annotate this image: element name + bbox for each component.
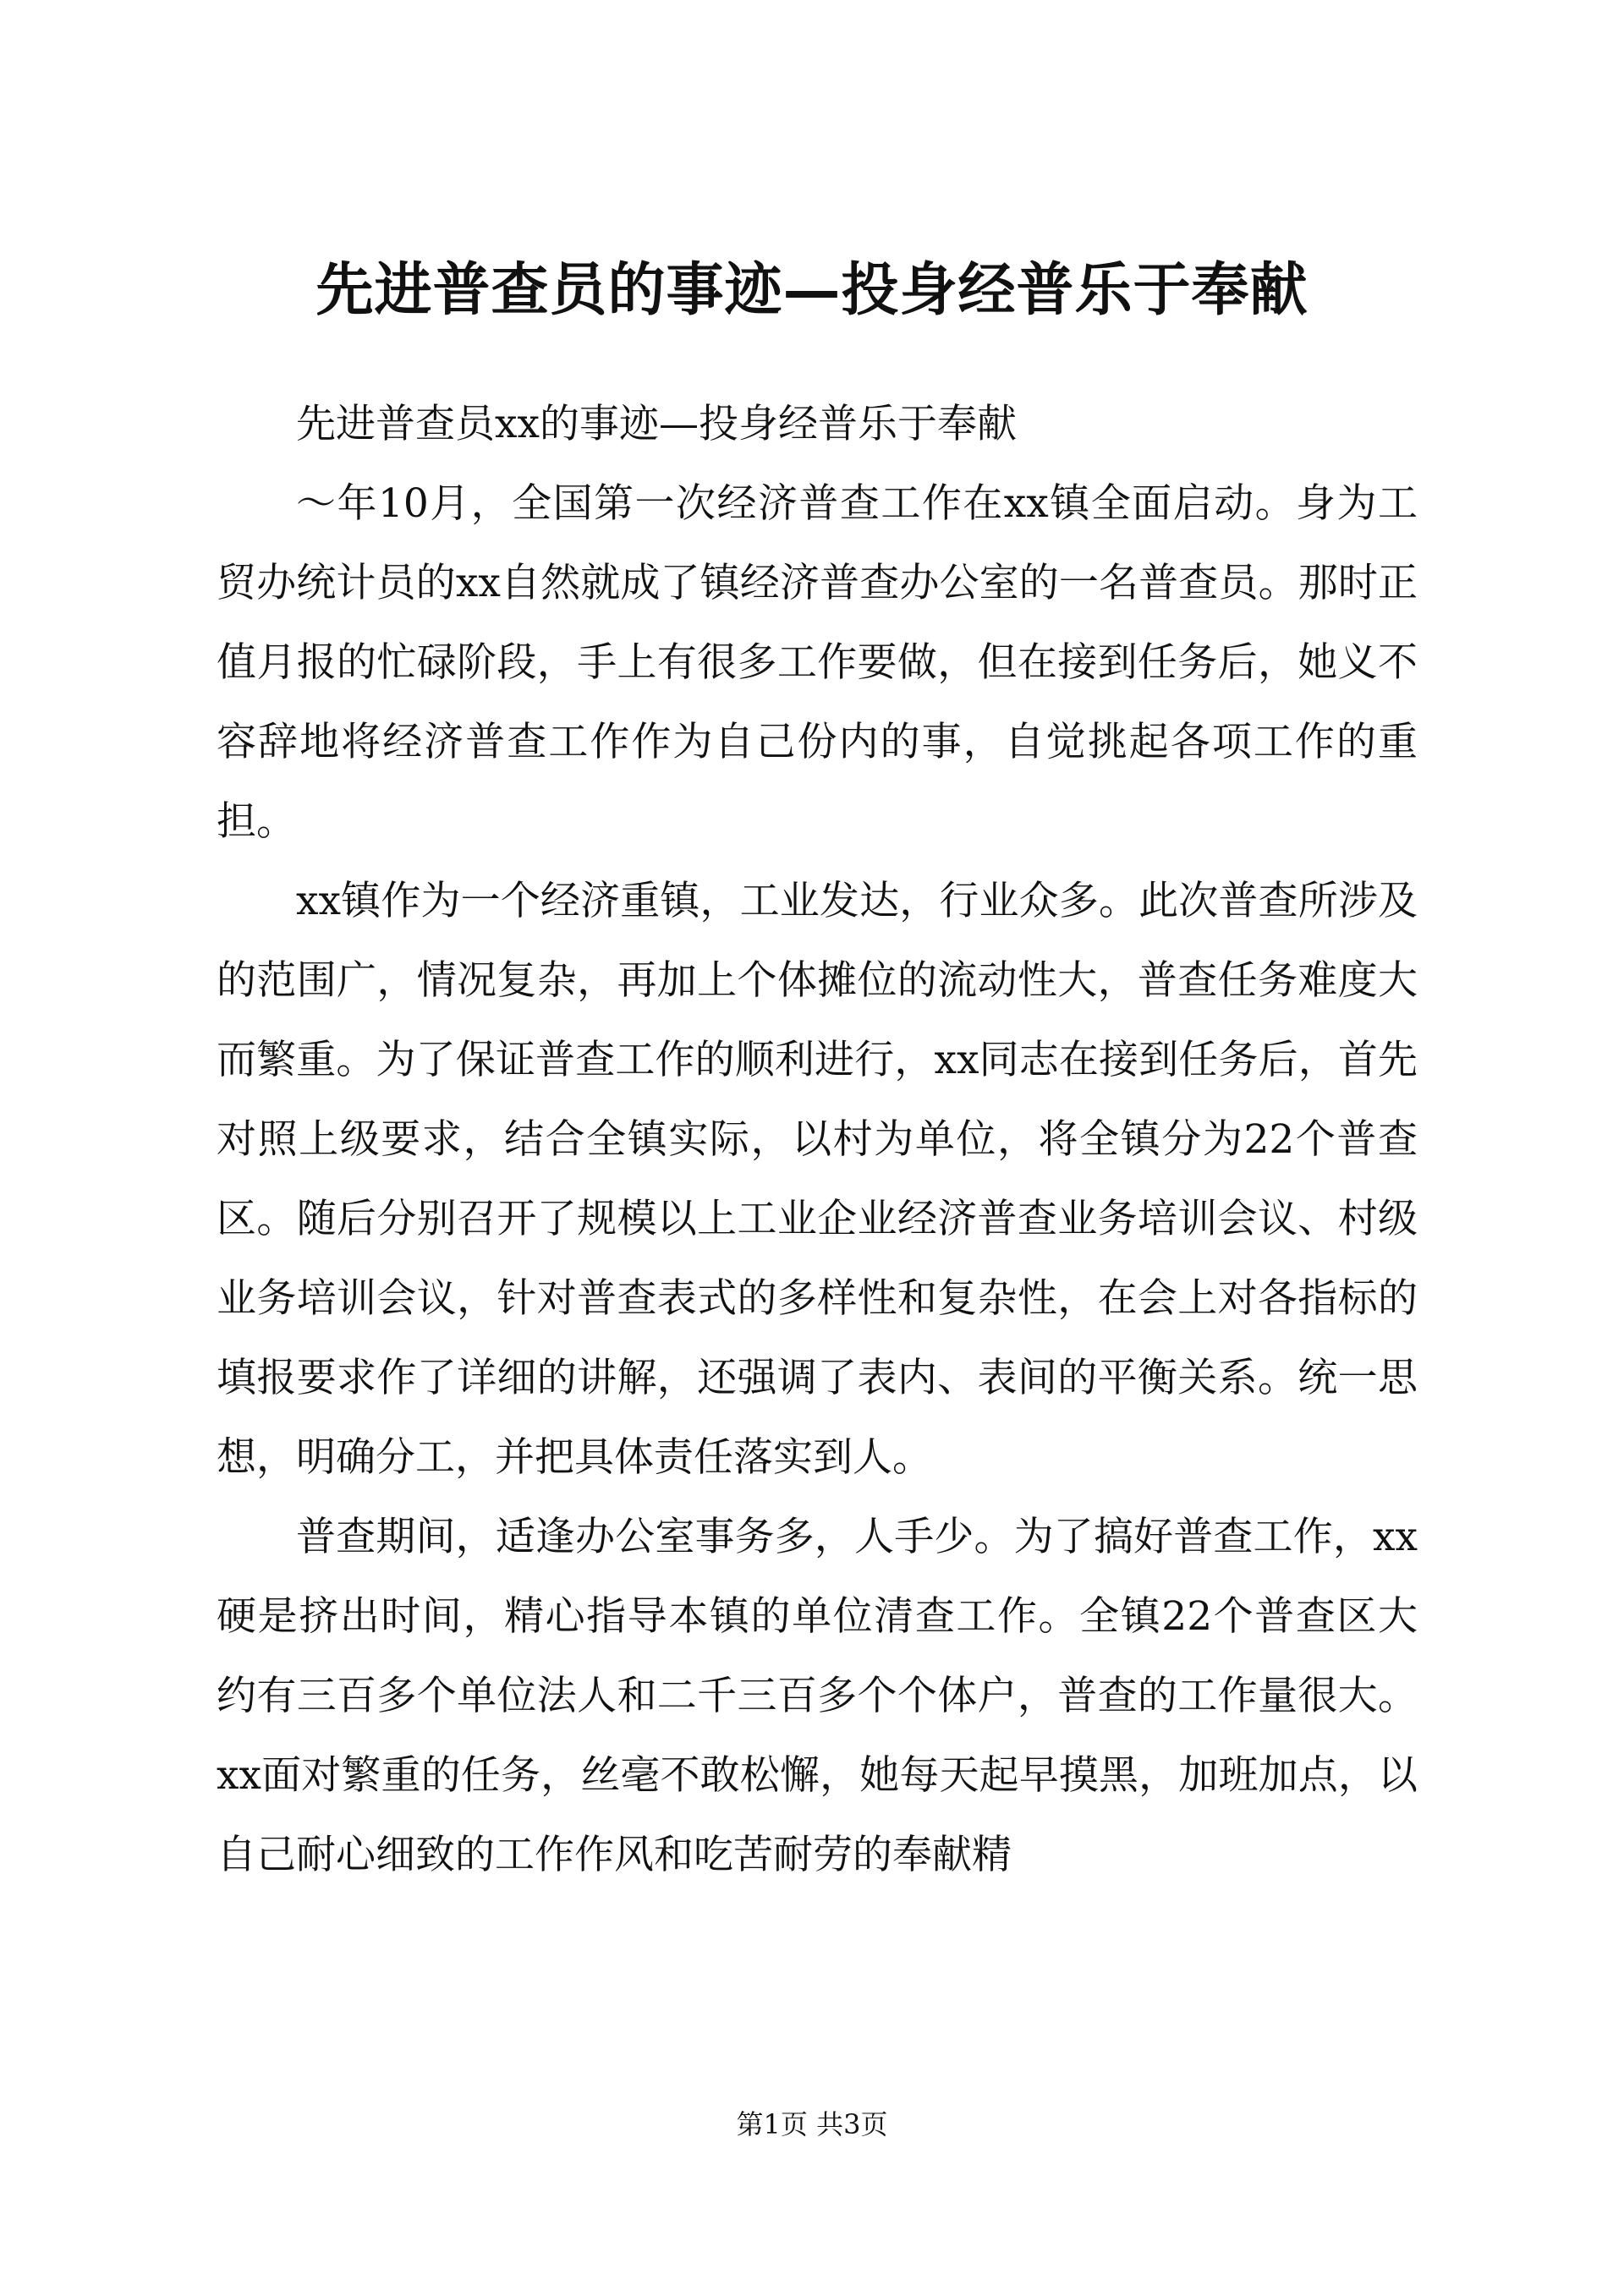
paragraph: xx镇作为一个经济重镇，工业发达，行业众多。此次普查所涉及的范围广，情况复杂，再加上个体摊位的流动性大，普查任务难度大而繁重。为了保证普查工作的顺利进行，xx同志在接到任务后，首先对照上级要求，结合全镇实际，以村为单位，将全镇分为22个普查区。随后分别召开了规模以上工业企业经济普查业务培训会议、村级业务培训会议，针对普查表式的多样性和复杂性，在会上对各指标的填报要求作了详细的讲解，还强调了表内、表间的平衡关系。统一思想，明确分工，并把具体责任落实到人。 [217,878,1418,1481]
document-body [217,385,1418,1895]
document-title: 先进普查员的事迹—投身经普乐于奉献 [315,256,1309,324]
paragraph-subtitle: 先进普查员xx的事迹—投身经普乐于奉献 [296,401,1018,447]
paragraph: 普查期间，适逢办公室事务多，人手少。为了搞好普查工作，xx硬是挤出时间，精心指导本镇的单位清查工作。全镇22个普查区大约有三百多个单位法人和二千三百多个个体户，普查的工作量很大。xx面对繁重的任务，丝毫不敢松懈，她每天起早摸黑，加班加点，以自己耐心细致的工作作风和吃苦耐劳的奉献精 [217,1514,1418,1878]
page-number-footer: 第1页 共3页 [736,2108,888,2140]
paragraph: ～年10月，全国第一次经济普查工作在xx镇全面启动。身为工贸办统计员的xx自然就成了镇经济普查办公室的一名普查员。那时正值月报的忙碌阶段，手上有很多工作要做，但在接到任务后，她义不容辞地将经济普查工作作为自己份内的事，自觉挑起各项工作的重担。 [217,480,1418,845]
